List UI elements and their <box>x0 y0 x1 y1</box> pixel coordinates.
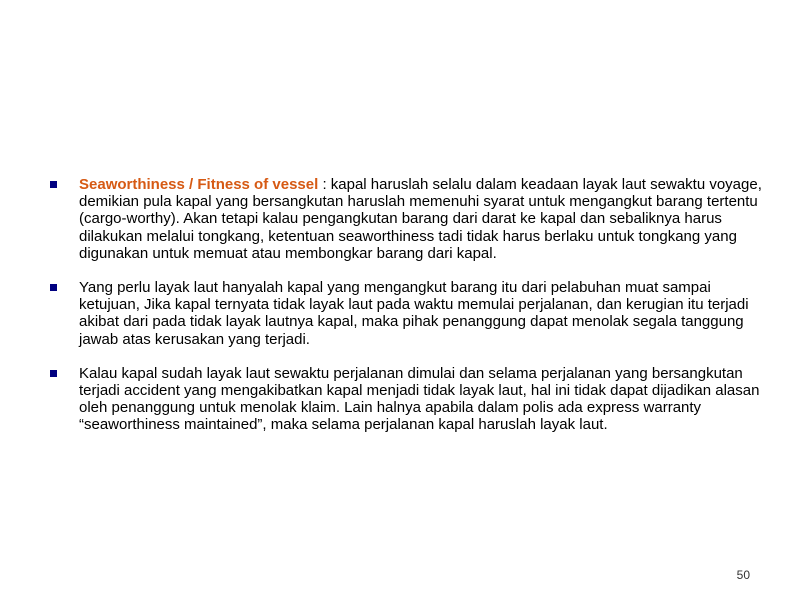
bullet-text <box>79 176 764 262</box>
bullet-item-seaworthiness <box>48 176 764 262</box>
bullet-item-accident <box>48 365 764 434</box>
bullet-text: Kalau kapal sudah layak laut sewaktu perjalanan dimulai dan selama perjalanan yang bersangkutan terjadi accident yang mengakibatkan kapal menjadi tidak layak laut, hal ini tidak dapat dijadikan alasan oleh penanggung untuk menolak klaim. Lain halnya apabila dalam polis ada express warranty “seaworthiness maintained”, maka selama perjalanan kapal haruslah layak laut. <box>79 364 760 434</box>
bullet-item-layak-laut <box>48 279 764 348</box>
square-bullet-icon <box>50 370 57 377</box>
page-number: 50 <box>736 568 750 582</box>
bullet-text: Yang perlu layak laut hanyalah kapal yang mengangkut barang itu dari pelabuhan muat sampai ketujuan, Jika kapal ternyata tidak layak laut pada waktu memulai perjalanan, dan kerugian itu terjadi akibat dari pada tidak layak lautnya kapal, maka pihak penanggung dapat menolak segala tanggung jawab atas kerusakan yang terjadi. <box>79 279 749 348</box>
highlighted-term: Seaworthiness / Fitness of vessel <box>79 176 323 193</box>
slide-body <box>48 176 764 451</box>
bullet-body-text: : kapal haruslah selalu dalam keadaan layak laut sewaktu voyage, demikian pula kapal yang bersangkutan haruslah memenuhi syarat untuk mengangkut barang tertentu (cargo-worthy). Akan tetapi kalau pengangkutan barang dari darat ke kapal dan sebaliknya harus dilakukan melalui tongkang, ketentuan seaworthiness tadi tidak harus berlaku untuk tongkang yang digunakan untuk memuat atau membongkar barang dari kapal. <box>79 176 762 262</box>
square-bullet-icon <box>50 284 57 291</box>
square-bullet-icon <box>50 181 57 188</box>
